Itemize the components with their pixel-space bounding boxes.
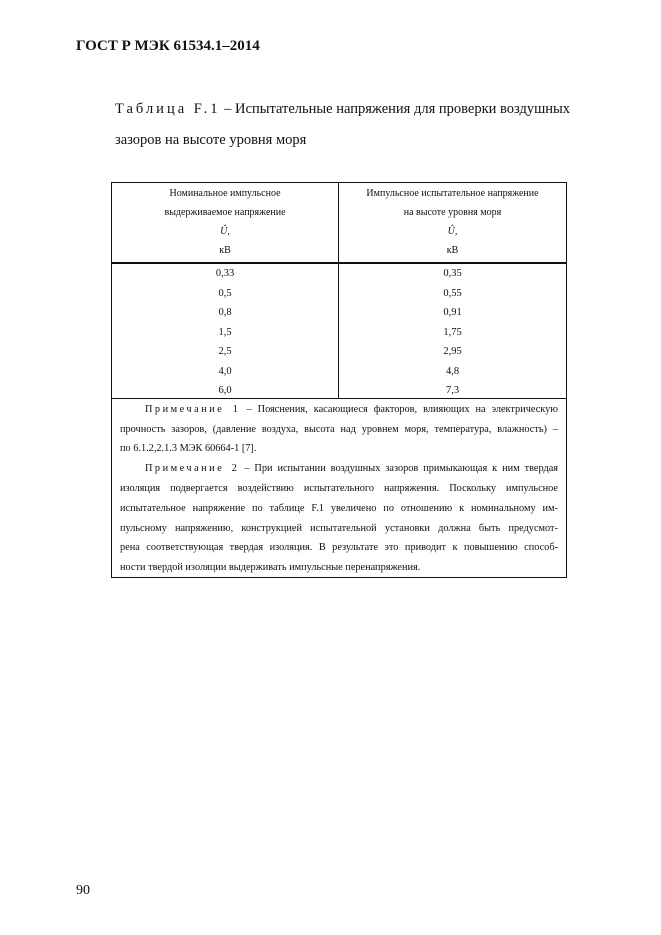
table-cell: 2,95 — [443, 346, 462, 357]
header-text: выдерживаемое напряжение — [164, 207, 286, 218]
body-col-1 — [112, 264, 338, 398]
note-2-line: ности твердой изоляции выдерживать импульсные перенапряжения. — [120, 562, 421, 573]
header-text: Импульсное испытательное напряжение — [366, 188, 539, 199]
table-cell: 4,0 — [218, 365, 232, 377]
header-col-2 — [339, 183, 566, 263]
table-cell: 0,33 — [215, 268, 235, 279]
header-col-1 — [112, 183, 338, 263]
body-col-2 — [339, 264, 566, 398]
table-cell: 1,75 — [443, 326, 462, 338]
document-header: ГОСТ Р МЭК 61534.1–2014 — [76, 38, 260, 54]
table-cell: 0,8 — [218, 307, 232, 318]
header-text: Номинальное импульсное — [169, 188, 281, 199]
header-symbol: Û, — [220, 226, 230, 237]
table-cell: 6,0 — [218, 385, 232, 396]
table-caption-title: – Испытательные напряжения для проверки воздушных — [220, 101, 571, 117]
note-2-line: пульсному напряжению, конструкцией испытательной установки должна быть предусмот- — [120, 523, 558, 534]
note-1-line — [145, 404, 558, 415]
note-2-label: Примечание 2 — [145, 463, 240, 474]
table-body — [112, 264, 566, 399]
table-cell: 0,35 — [443, 268, 462, 279]
table-cell: 0,5 — [218, 287, 232, 299]
table-caption — [115, 101, 570, 118]
page-number: 90 — [76, 883, 90, 898]
note-1-line: прочность зазоров, (давление воздуха, высота над уровнем моря, температура, влажность) – — [120, 424, 558, 435]
note-2-line: изоляция подвергается воздействию испытательного напряжения. Поскольку импульсное — [120, 483, 558, 494]
note-2-line — [145, 463, 558, 474]
table-cell: 0,91 — [443, 307, 462, 318]
header-unit: кВ — [219, 245, 231, 256]
voltage-table — [111, 182, 567, 578]
note-text: – При испытании воздушных зазоров примыкающая к ним твердая — [239, 463, 558, 474]
table-header — [112, 183, 566, 264]
header-unit: кВ — [446, 245, 459, 256]
header-symbol: Û, — [447, 226, 458, 237]
table-caption-label: Таблица F.1 — [115, 101, 221, 117]
table-cell: 7,3 — [445, 385, 460, 396]
note-1-line: по 6.1.2,2.1.3 МЭК 60664-1 [7]. — [120, 443, 257, 454]
note-2-line: рена соответствующая твердая изоляция. В результате это приводит к повышению способ- — [120, 542, 558, 553]
note-2-line: испытательное напряжение по таблице F.1 увеличено по отношению к номинальному им- — [120, 503, 558, 514]
header-text: на высоте уровня моря — [403, 207, 502, 218]
note-text: – Пояснения, касающиеся факторов, влияющих на электрическую — [240, 404, 558, 415]
table-cell: 4,8 — [445, 365, 460, 377]
table-cell: 0,55 — [443, 287, 462, 299]
note-1-label: Примечание 1 — [145, 404, 241, 415]
table-cell: 1,5 — [218, 326, 232, 338]
table-cell: 2,5 — [218, 346, 232, 357]
table-caption-line2: зазоров на высоте уровня моря — [115, 132, 307, 148]
